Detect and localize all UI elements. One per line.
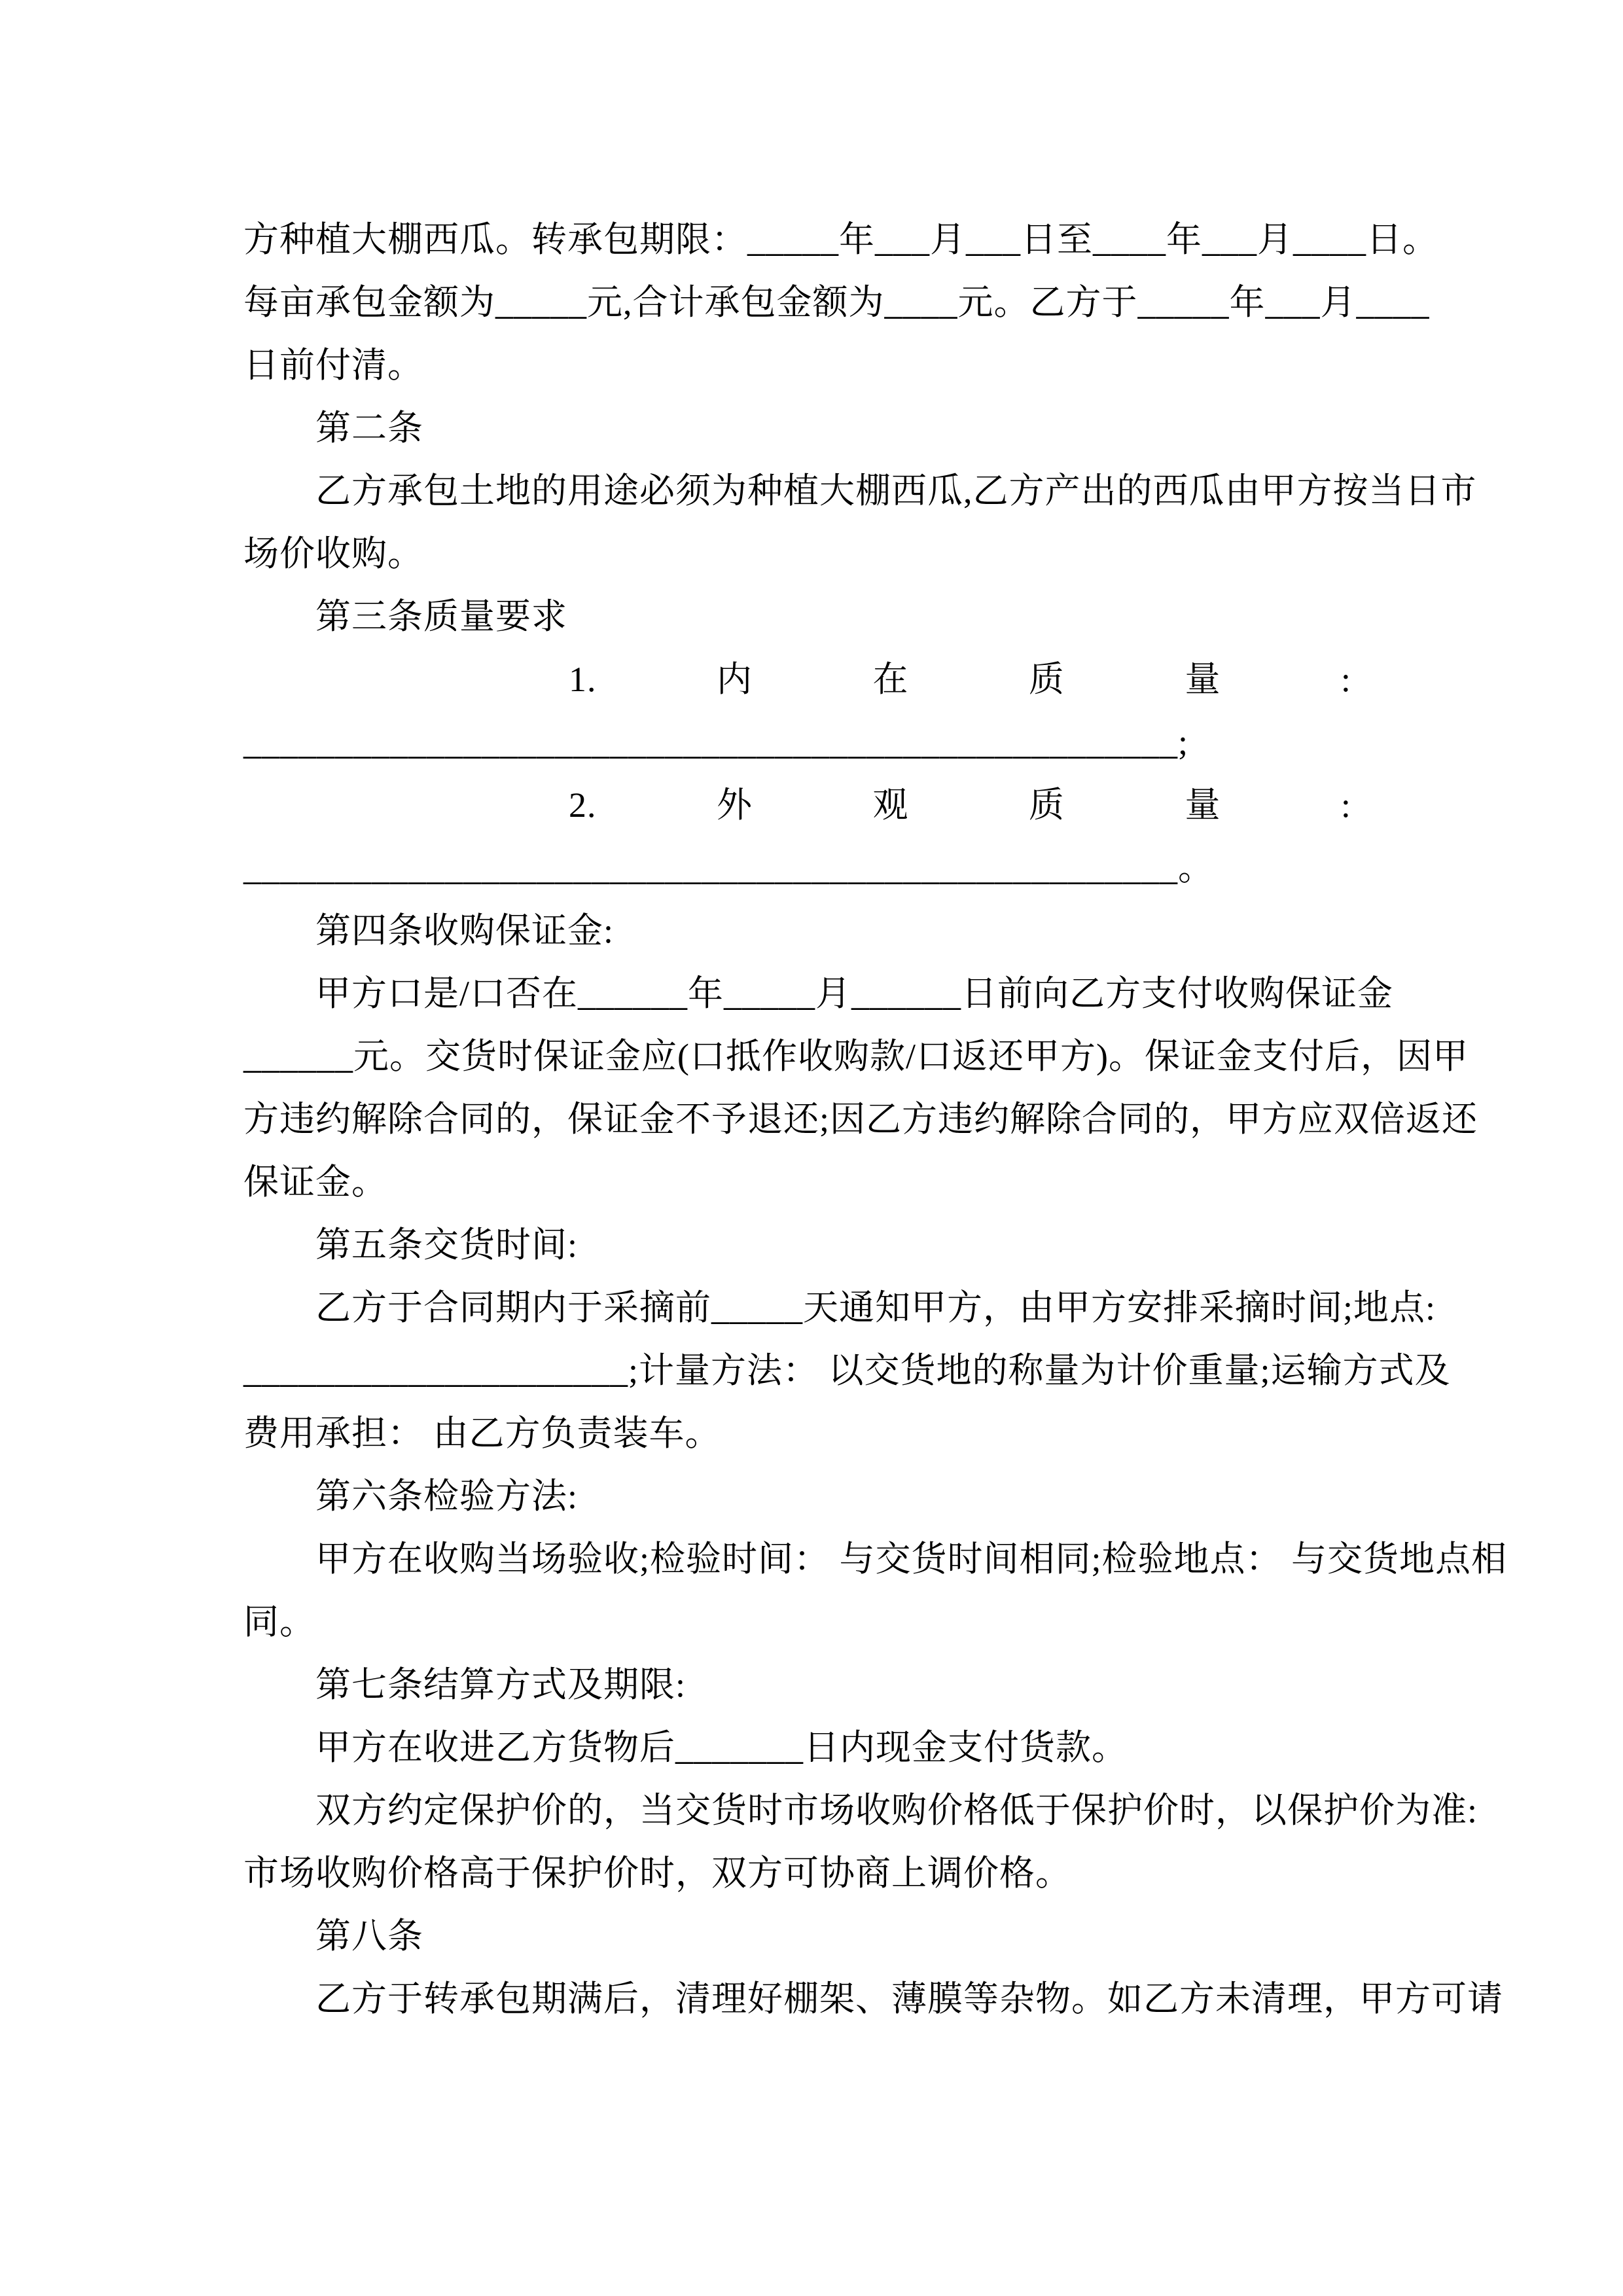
distributed-token: 内	[716, 660, 753, 699]
contract-line: 乙方于合同期内于采摘前_____天通知甲方，由甲方安排采摘时间;地点:	[315, 1288, 1436, 1327]
contract-line: 甲方口是/口否在______年_____月______日前向乙方支付收购保证金	[315, 974, 1394, 1013]
contract-line: 方违约解除合同的，保证金不予退还;因乙方违约解除合同的，甲方应双倍返还	[243, 1100, 1478, 1139]
contract-line: 同。	[243, 1602, 315, 1641]
contract-line: 第二条	[315, 408, 423, 448]
contract-line: 每亩承包金额为_____元,合计承包金额为____元。乙方于_____年___月____	[243, 283, 1430, 322]
contract-line: 乙方承包土地的用途必须为种植大棚西瓜,乙方产出的西瓜由甲方按当日市	[315, 471, 1477, 511]
distributed-token: 在	[872, 660, 909, 699]
contract-line: 第七条结算方式及期限:	[315, 1665, 687, 1704]
contract-line: 乙方于转承包期满后，清理好棚架、薄膜等杂物。如乙方未清理，甲方可请	[315, 1979, 1503, 2018]
contract-line: 场价收购。	[243, 534, 423, 573]
contract-line: 双方约定保护价的，当交货时市场收购价格低于保护价时，以保护价为准:	[315, 1791, 1478, 1830]
contract-line: _____________________;计量方法： 以交货地的称量为计价重量;运输方式及	[243, 1351, 1451, 1390]
distributed-token: :	[1340, 660, 1351, 699]
distributed-token: 2.	[569, 785, 597, 825]
distributed-token: 1.	[569, 660, 597, 699]
distributed-token: 外	[716, 785, 753, 825]
distributed-token: 观	[872, 785, 909, 825]
contract-line: ______元。交货时保证金应(口抵作收购款/口返还甲方)。保证金支付后，因甲	[243, 1037, 1469, 1076]
contract-line: 市场收购价格高于保护价时，双方可协商上调价格。	[243, 1854, 1071, 1893]
distributed-token: 质	[1028, 785, 1065, 825]
contract-line: 第五条交货时间:	[315, 1225, 579, 1265]
distributed-token: :	[1340, 785, 1351, 825]
contract-body	[243, 208, 1508, 2030]
contract-line: 保证金。	[243, 1162, 387, 1202]
contract-line: 费用承担： 由乙方负责装车。	[243, 1414, 721, 1453]
distributed-token: 量	[1185, 785, 1221, 825]
contract-line-distributed	[243, 774, 1381, 836]
contract-line: 第六条检验方法:	[315, 1477, 579, 1516]
contract-line: 第三条质量要求	[315, 597, 567, 636]
contract-line: 第四条收购保证金:	[315, 911, 615, 950]
contract-line: ___________________________________________________;	[243, 723, 1189, 762]
contract-line-distributed	[243, 648, 1381, 711]
contract-line: 甲方在收购当场验收;检验时间： 与交货时间相同;检验地点： 与交货地点相	[315, 1539, 1508, 1579]
contract-line: 甲方在收进乙方货物后_______日内现金支付货款。	[315, 1728, 1128, 1767]
contract-line: 方种植大棚西瓜。转承包期限：_____年___月___日至____年___月____日。	[243, 220, 1438, 259]
contract-line: 第八条	[315, 1916, 423, 1956]
distributed-token: 量	[1185, 660, 1221, 699]
contract-line: 日前付清。	[243, 346, 423, 385]
contract-line: ___________________________________________________。	[243, 848, 1214, 888]
distributed-token: 质	[1028, 660, 1065, 699]
